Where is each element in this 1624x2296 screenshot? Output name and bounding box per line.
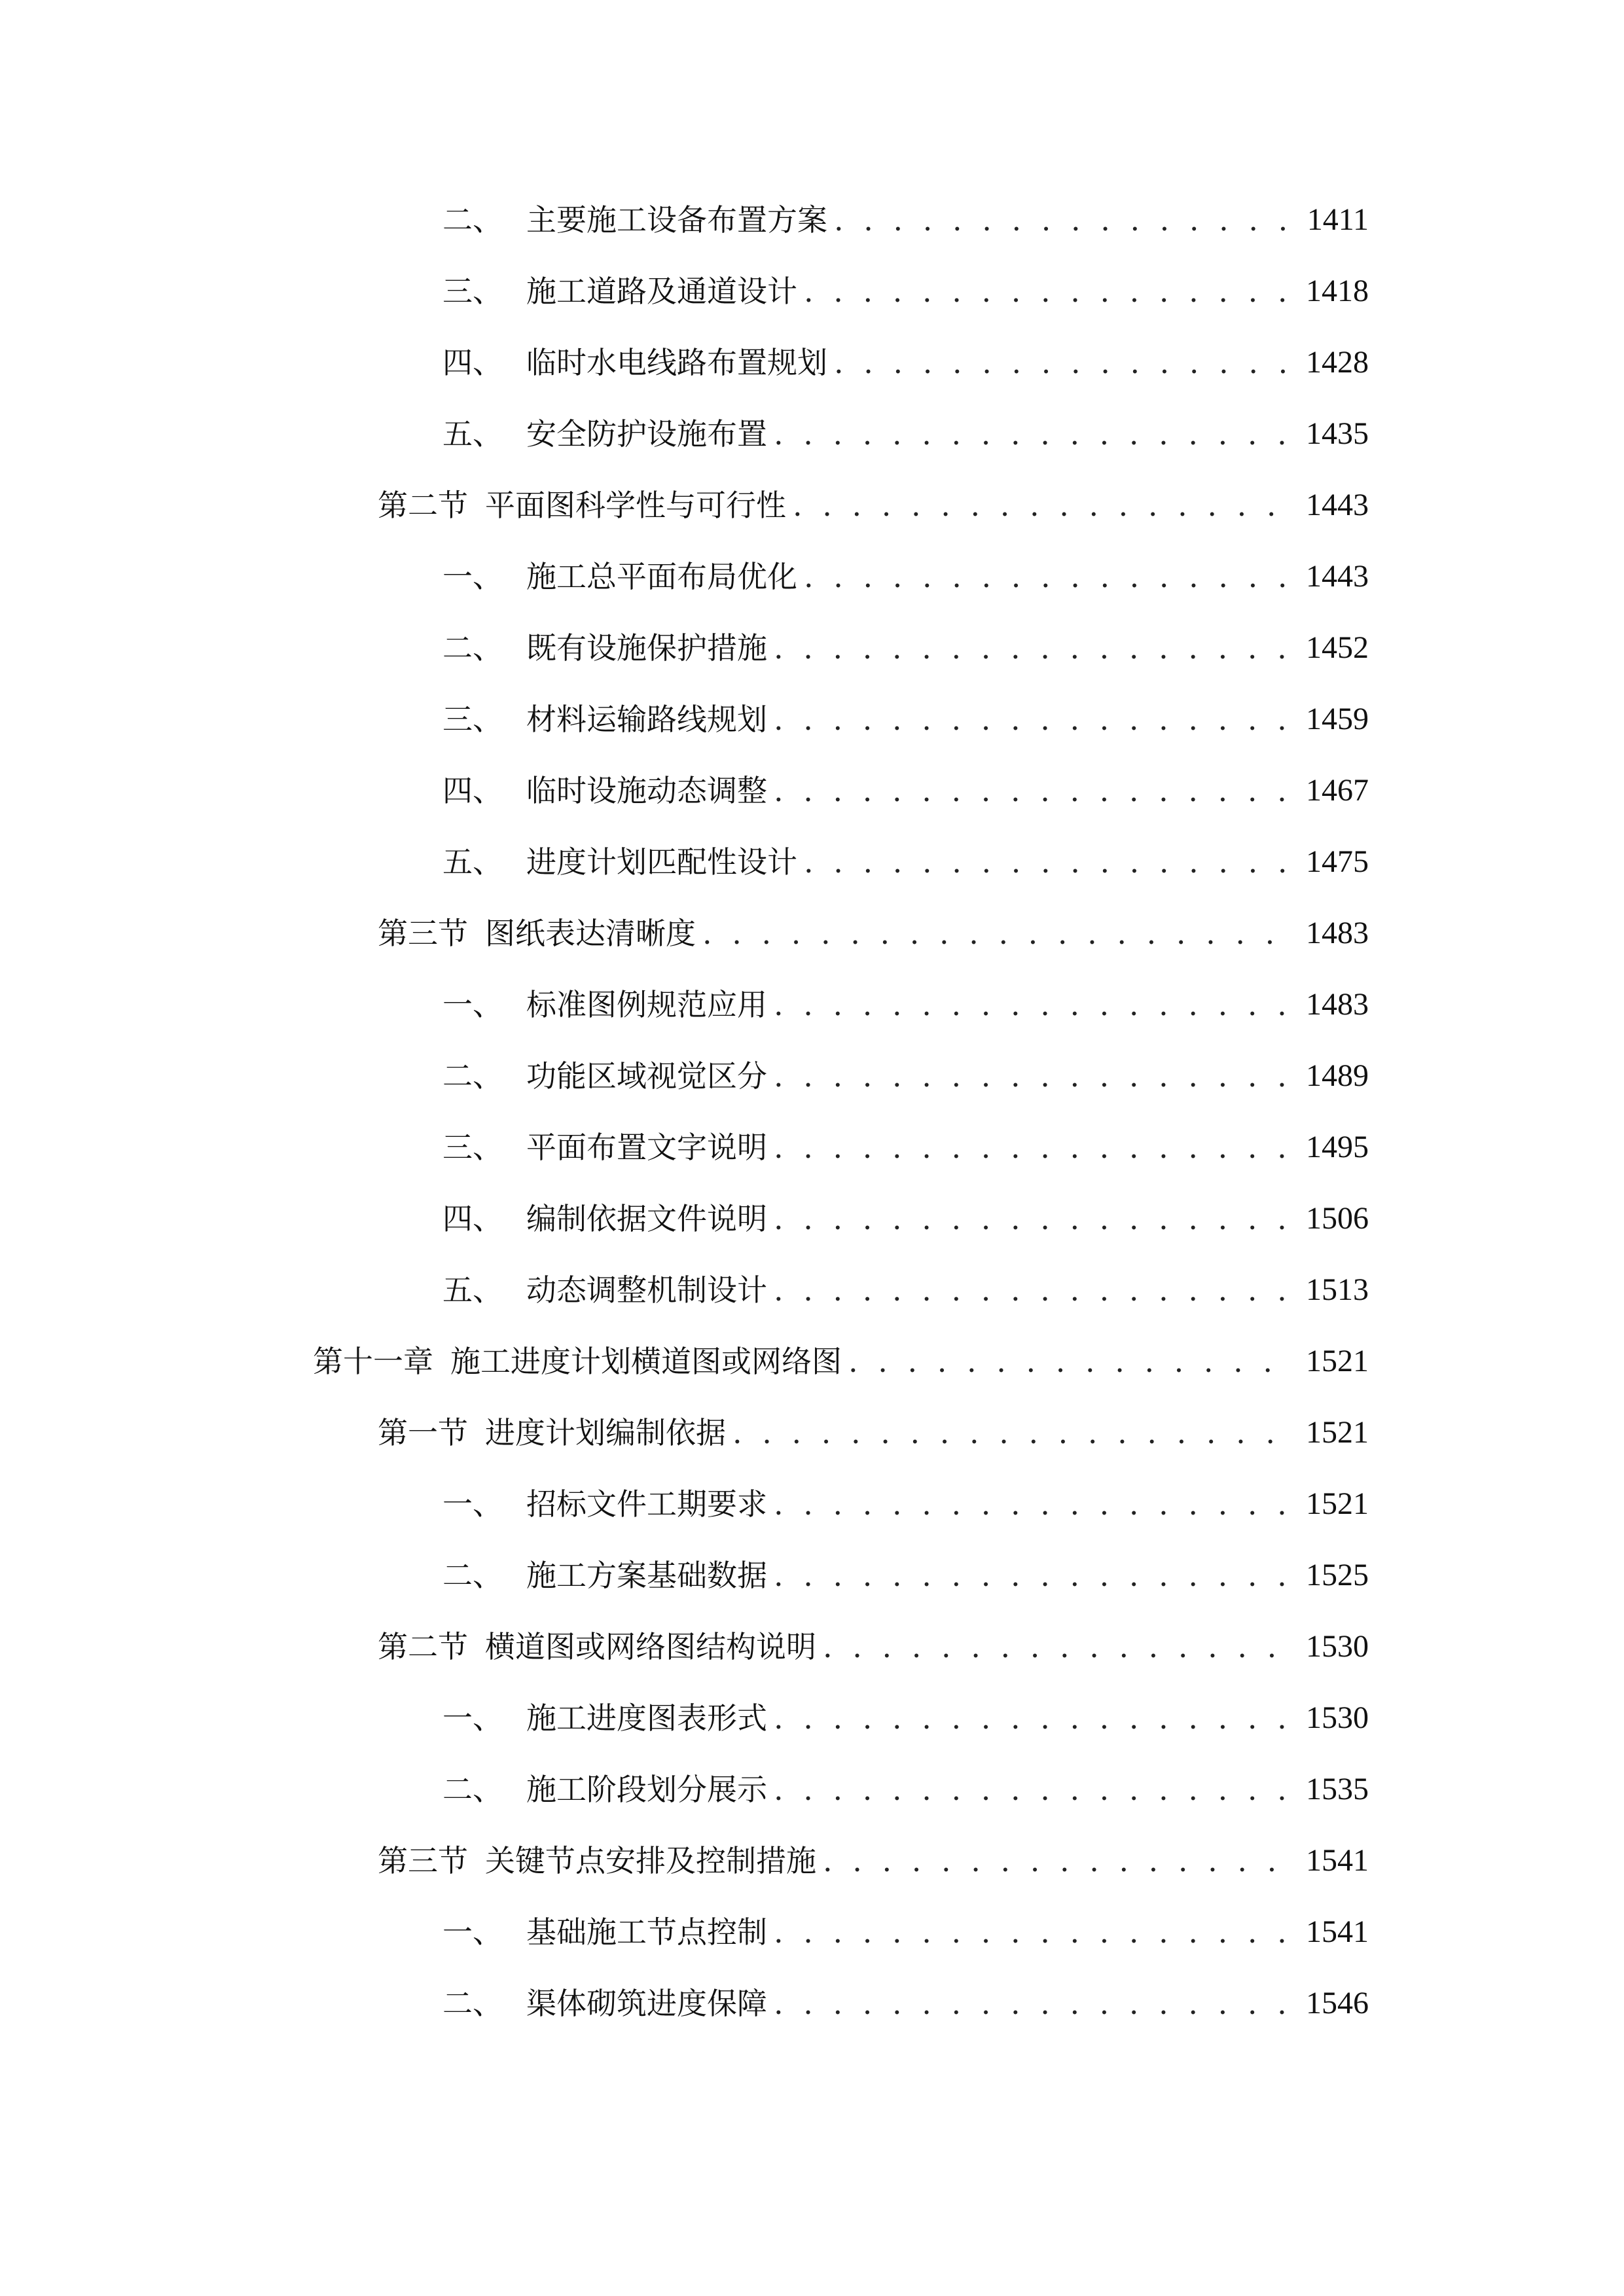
toc-entry-title: 动态调整机制设计 bbox=[526, 1272, 767, 1308]
toc-entry[interactable] bbox=[442, 1763, 1369, 1816]
toc-entry-title: 既有设施保护措施 bbox=[526, 630, 767, 666]
toc-entry-number: 第一节 bbox=[378, 1415, 468, 1450]
toc-entry-page: 1467 bbox=[1306, 773, 1369, 808]
toc-entry-title: 进度计划编制依据 bbox=[485, 1415, 726, 1450]
toc-entry-title: 基础施工节点控制 bbox=[526, 1914, 767, 1950]
toc-entry-title: 施工阶段划分展示 bbox=[526, 1772, 767, 1807]
toc-entry-page: 1521 bbox=[1306, 1415, 1369, 1450]
toc-entry-page: 1483 bbox=[1306, 916, 1369, 950]
toc-entry[interactable] bbox=[442, 1977, 1369, 2030]
toc-entry-title: 平面布置文字说明 bbox=[526, 1130, 767, 1165]
toc-entry-title: 施工方案基础数据 bbox=[526, 1558, 767, 1593]
toc-entry-title: 临时水电线路布置规划 bbox=[526, 345, 827, 380]
toc-entry-number: 二、 bbox=[442, 630, 503, 666]
toc-entry-title: 图纸表达清晰度 bbox=[485, 916, 696, 951]
toc-entry[interactable] bbox=[442, 265, 1369, 317]
toc-entry-page: 1530 bbox=[1306, 1700, 1369, 1735]
toc-entry-number: 四、 bbox=[442, 1201, 503, 1236]
toc-entry[interactable] bbox=[378, 1835, 1369, 1887]
toc-entry-title: 材料运输路线规划 bbox=[526, 702, 767, 737]
dot-leader bbox=[774, 1121, 1294, 1174]
toc-entry-page: 1541 bbox=[1306, 1914, 1369, 1949]
toc-entry[interactable] bbox=[442, 194, 1369, 246]
dot-leader bbox=[774, 764, 1294, 817]
toc-entry[interactable] bbox=[442, 836, 1369, 888]
toc-entry-page: 1428 bbox=[1306, 345, 1369, 380]
toc-entry-page: 1506 bbox=[1306, 1201, 1369, 1236]
toc-entry-number: 二、 bbox=[442, 1986, 503, 2021]
dot-leader bbox=[774, 622, 1294, 674]
dot-leader bbox=[774, 1977, 1294, 2030]
toc-entry-number: 二、 bbox=[442, 202, 503, 238]
toc-entry-title: 临时设施动态调整 bbox=[526, 773, 767, 808]
toc-entry[interactable] bbox=[442, 1264, 1369, 1316]
toc-entry[interactable] bbox=[442, 1549, 1369, 1602]
toc-entry[interactable] bbox=[442, 550, 1369, 603]
toc-entry-page: 1443 bbox=[1306, 559, 1369, 594]
toc-entry[interactable] bbox=[378, 907, 1369, 960]
dot-leader bbox=[774, 1763, 1294, 1816]
dot-leader bbox=[774, 693, 1294, 745]
toc-entry-page: 1525 bbox=[1306, 1558, 1369, 1592]
toc-entry-title: 进度计划匹配性设计 bbox=[526, 844, 797, 880]
toc-entry-page: 1546 bbox=[1306, 1986, 1369, 2020]
toc-entry-number: 四、 bbox=[442, 345, 503, 380]
dot-leader bbox=[732, 1407, 1294, 1459]
dot-leader bbox=[774, 1050, 1294, 1102]
toc-entry-title: 渠体砌筑进度保障 bbox=[526, 1986, 767, 2021]
toc-entry-page: 1513 bbox=[1306, 1272, 1369, 1307]
toc-entry-number: 三、 bbox=[442, 702, 503, 737]
toc-entry-number: 第十一章 bbox=[313, 1344, 433, 1379]
toc-entry-title: 施工总平面布局优化 bbox=[526, 559, 797, 594]
dot-leader bbox=[834, 194, 1294, 246]
toc-entry[interactable] bbox=[442, 408, 1369, 460]
dot-leader bbox=[848, 1335, 1294, 1388]
dot-leader bbox=[774, 1906, 1294, 1958]
toc-entry[interactable] bbox=[442, 1193, 1369, 1245]
toc-entry-number: 五、 bbox=[442, 416, 503, 452]
toc-entry-title: 标准图例规范应用 bbox=[526, 987, 767, 1022]
toc-entry-page: 1452 bbox=[1306, 630, 1369, 665]
toc-entry[interactable] bbox=[378, 479, 1369, 531]
dot-leader bbox=[774, 978, 1294, 1031]
toc-entry-number: 一、 bbox=[442, 1700, 503, 1736]
dot-leader bbox=[793, 479, 1294, 531]
toc-entry[interactable] bbox=[442, 1478, 1369, 1530]
toc-entry[interactable] bbox=[442, 1050, 1369, 1102]
toc-entry-title: 编制依据文件说明 bbox=[526, 1201, 767, 1236]
dot-leader bbox=[804, 265, 1294, 317]
dot-leader bbox=[774, 1692, 1294, 1744]
toc-entry-page: 1459 bbox=[1306, 702, 1369, 736]
toc-entry-title: 横道图或网络图结构说明 bbox=[485, 1629, 816, 1664]
dot-leader bbox=[774, 1549, 1294, 1602]
toc-entry[interactable] bbox=[313, 1335, 1369, 1388]
toc-entry-page: 1411 bbox=[1307, 202, 1369, 237]
toc-entry-number: 第二节 bbox=[378, 488, 468, 523]
toc-entry[interactable] bbox=[442, 622, 1369, 674]
toc-entry-title: 施工道路及通道设计 bbox=[526, 274, 797, 309]
toc-entry-number: 第二节 bbox=[378, 1629, 468, 1664]
dot-leader bbox=[834, 336, 1294, 389]
toc-entry[interactable] bbox=[442, 693, 1369, 745]
toc-entry-page: 1418 bbox=[1306, 274, 1369, 308]
toc-entry-title: 施工进度计划横道图或网络图 bbox=[450, 1344, 842, 1379]
toc-entry-number: 一、 bbox=[442, 1914, 503, 1950]
dot-leader bbox=[823, 1621, 1294, 1673]
toc-entry-page: 1530 bbox=[1306, 1629, 1369, 1664]
dot-leader bbox=[774, 1264, 1294, 1316]
toc-entry-title: 功能区域视觉区分 bbox=[526, 1058, 767, 1094]
toc-entry-number: 五、 bbox=[442, 844, 503, 880]
toc-entry-number: 四、 bbox=[442, 773, 503, 808]
toc-entry[interactable] bbox=[378, 1407, 1369, 1459]
toc-entry[interactable] bbox=[442, 1906, 1369, 1958]
dot-leader bbox=[774, 1478, 1294, 1530]
dot-leader bbox=[774, 408, 1294, 460]
toc-entry-title: 施工进度图表形式 bbox=[526, 1700, 767, 1736]
toc-entry-number: 第三节 bbox=[378, 1843, 468, 1878]
toc-entry-title: 安全防护设施布置 bbox=[526, 416, 767, 452]
toc-entry-page: 1535 bbox=[1306, 1772, 1369, 1806]
toc-entry-number: 二、 bbox=[442, 1558, 503, 1593]
dot-leader bbox=[823, 1835, 1294, 1887]
toc-entry-page: 1483 bbox=[1306, 987, 1369, 1022]
toc-entry-number: 一、 bbox=[442, 1486, 503, 1522]
dot-leader bbox=[804, 836, 1294, 888]
toc-entry-page: 1495 bbox=[1306, 1130, 1369, 1164]
toc-entry-number: 一、 bbox=[442, 559, 503, 594]
toc-entry-page: 1521 bbox=[1306, 1344, 1369, 1378]
toc-entry-number: 二、 bbox=[442, 1772, 503, 1807]
toc-entry[interactable] bbox=[442, 764, 1369, 817]
toc-entry-page: 1435 bbox=[1306, 416, 1369, 451]
toc-entry-page: 1521 bbox=[1306, 1486, 1369, 1521]
toc-entry-title: 招标文件工期要求 bbox=[526, 1486, 767, 1522]
toc-entry-number: 第三节 bbox=[378, 916, 468, 951]
toc-entry[interactable] bbox=[378, 1621, 1369, 1673]
toc-entry-title: 关键节点安排及控制措施 bbox=[485, 1843, 816, 1878]
toc-entry[interactable] bbox=[442, 336, 1369, 389]
toc-entry[interactable] bbox=[442, 1692, 1369, 1744]
dot-leader bbox=[774, 1193, 1294, 1245]
toc-entry-page: 1475 bbox=[1306, 844, 1369, 879]
toc-entry-number: 二、 bbox=[442, 1058, 503, 1094]
toc-entry-number: 三、 bbox=[442, 274, 503, 309]
toc-entry-title: 平面图科学性与可行性 bbox=[485, 488, 786, 523]
toc-entry-page: 1443 bbox=[1306, 488, 1369, 522]
dot-leader bbox=[702, 907, 1294, 960]
toc-entry[interactable] bbox=[442, 978, 1369, 1031]
toc-entry-number: 一、 bbox=[442, 987, 503, 1022]
dot-leader bbox=[804, 550, 1294, 603]
toc-entry[interactable] bbox=[442, 1121, 1369, 1174]
toc-entry-page: 1489 bbox=[1306, 1058, 1369, 1093]
toc-entry-title: 主要施工设备布置方案 bbox=[526, 202, 827, 238]
toc-entry-page: 1541 bbox=[1306, 1843, 1369, 1878]
toc-entry-number: 五、 bbox=[442, 1272, 503, 1308]
toc-entry-number: 三、 bbox=[442, 1130, 503, 1165]
